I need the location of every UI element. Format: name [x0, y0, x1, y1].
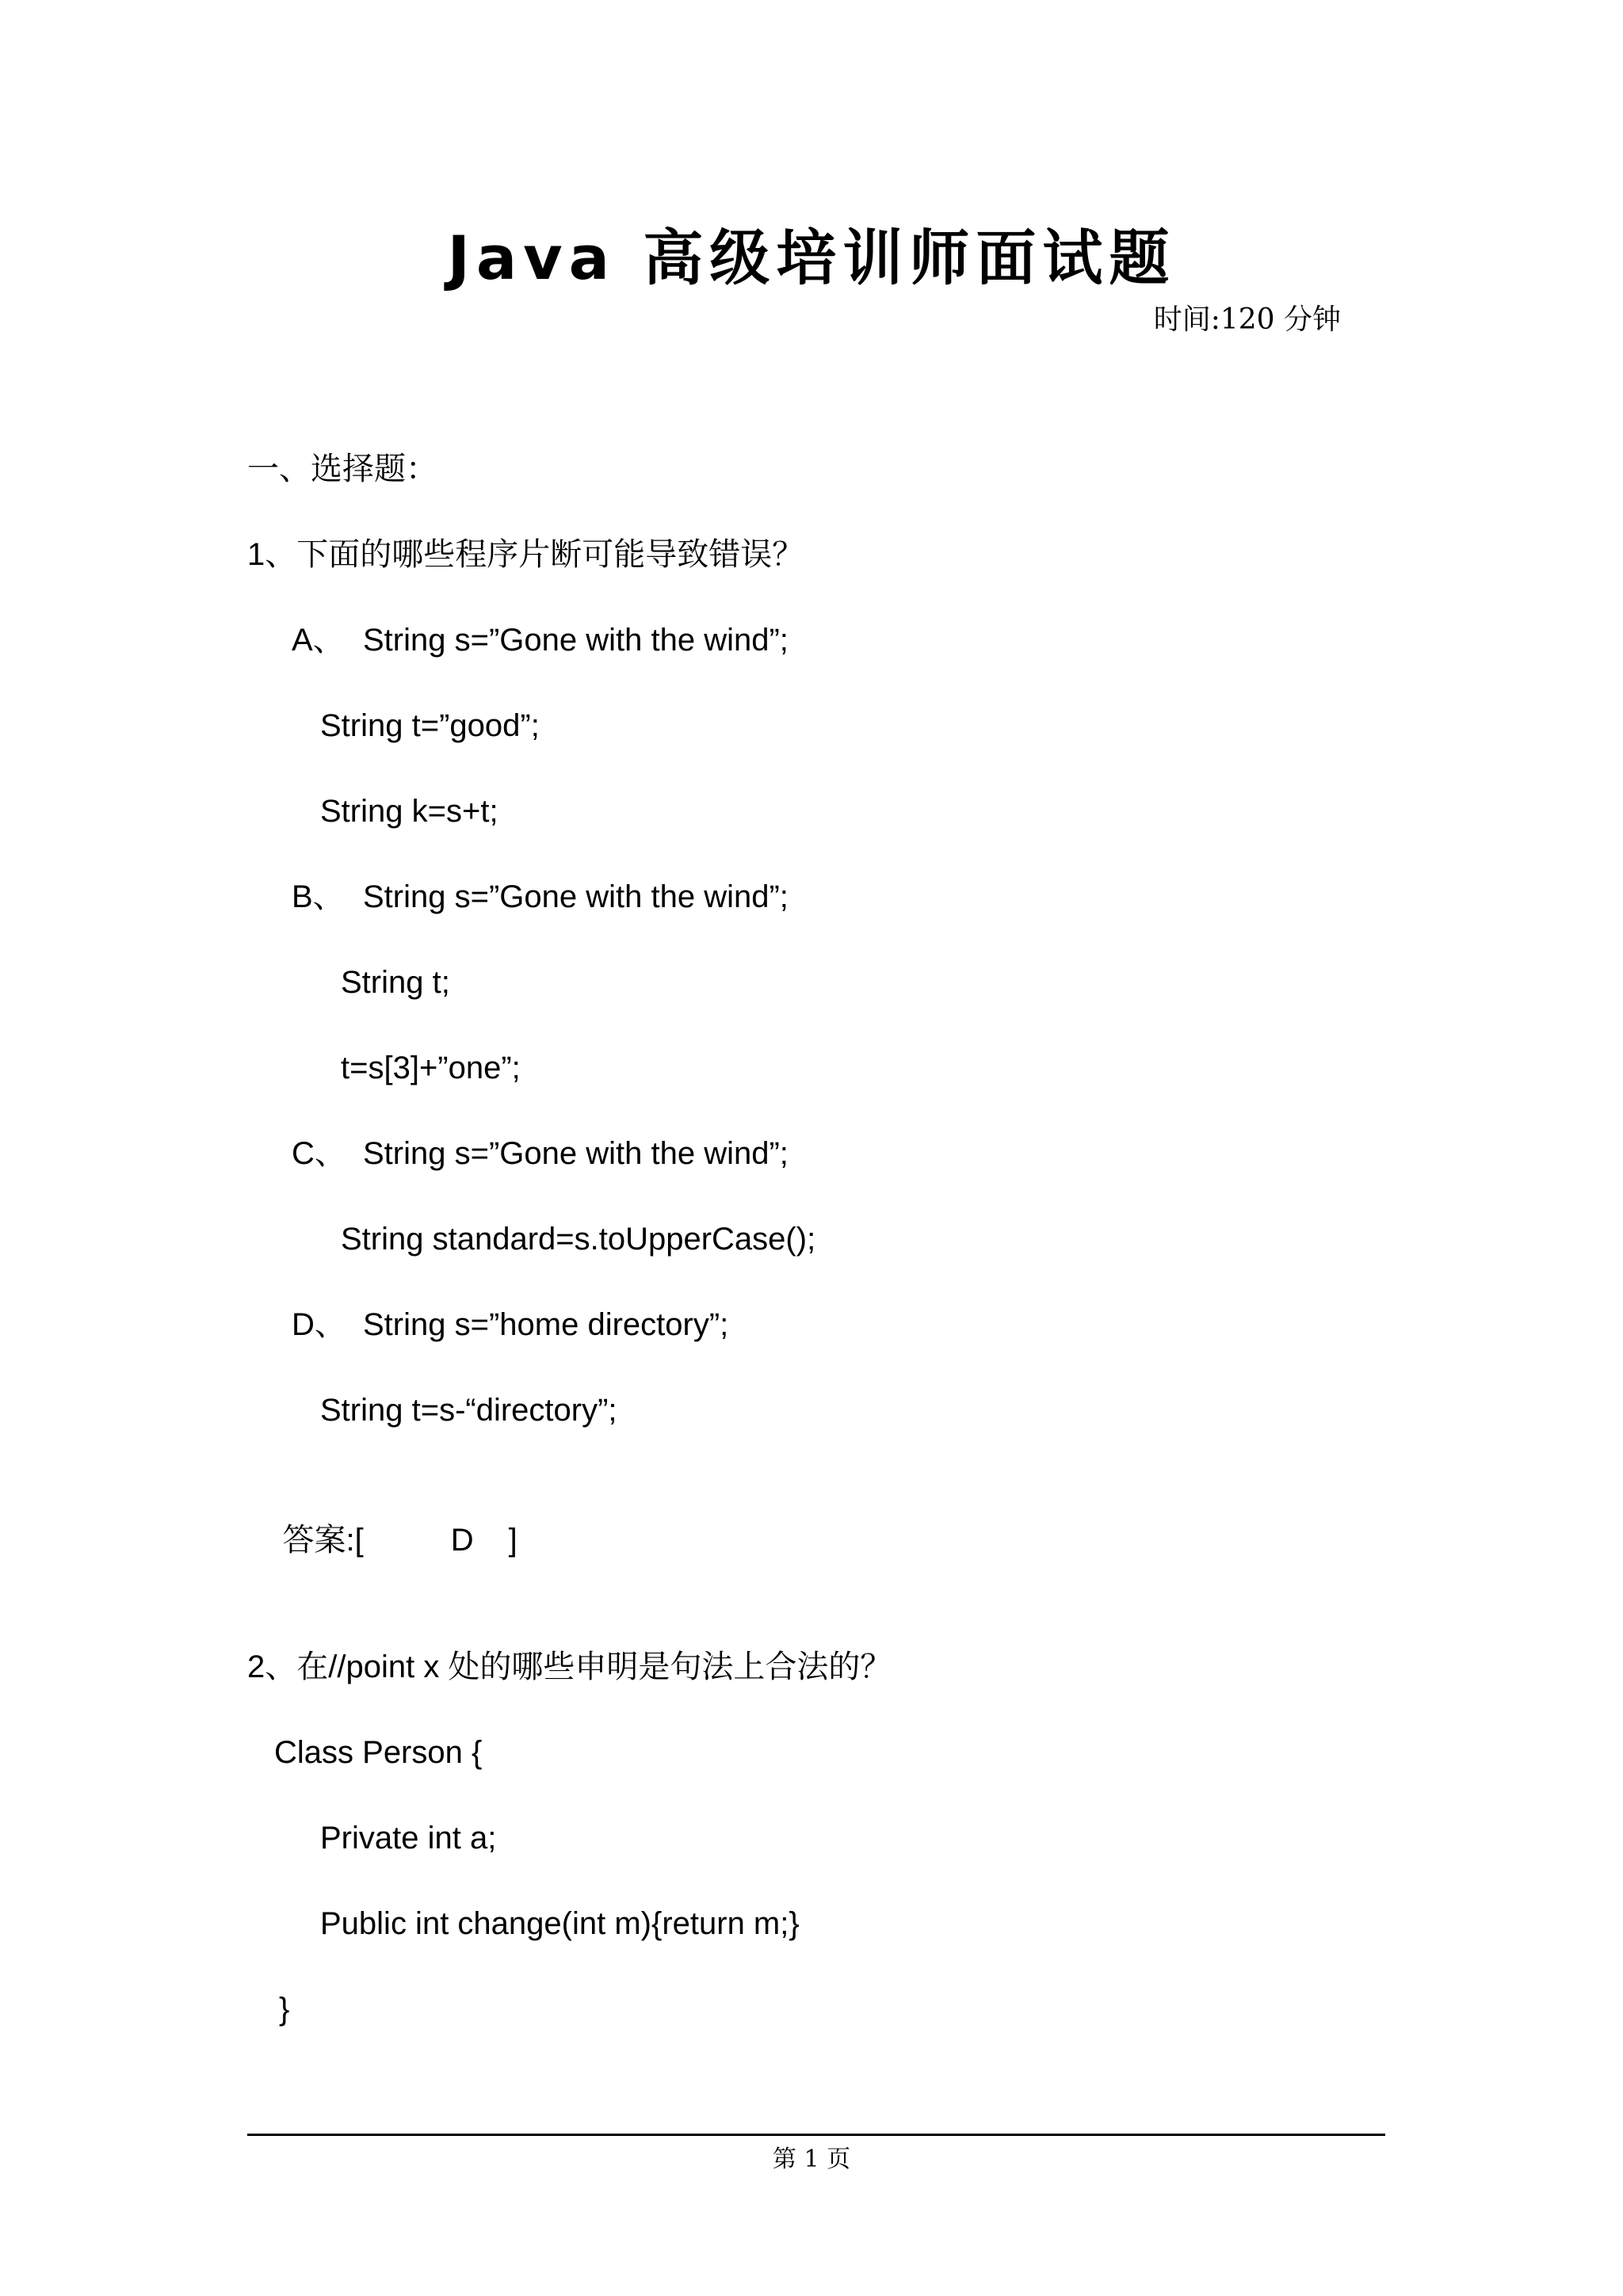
option-a-line-1: String s=”Gone with the wind”;: [363, 623, 789, 658]
question-2-text: 2、在//point x 处的哪些申明是句法上合法的？: [247, 1650, 892, 1684]
answer-line: [247, 1474, 517, 1607]
answer-prefix: 答案:[: [282, 1523, 364, 1558]
option-d-line-1: String s=”home directory”;: [363, 1307, 729, 1342]
section-title: 一、选择题：: [247, 452, 437, 486]
option-d-label: D、: [292, 1307, 346, 1342]
footer-divider: [247, 2134, 1385, 2136]
answer-value: D: [450, 1523, 474, 1558]
option-a-line-2: String t=”good”;: [320, 708, 540, 743]
page-number: 第 1 页: [772, 2145, 851, 2173]
option-b-label: B、: [292, 879, 345, 914]
option-a-label: A、: [292, 623, 345, 658]
question-1-text: 1、下面的哪些程序片断可能导致错误？: [247, 537, 804, 572]
option-c-label: C、: [292, 1136, 346, 1171]
option-c-line-1: String s=”Gone with the wind”;: [363, 1136, 789, 1171]
option-a-line-3: String k=s+t;: [320, 794, 498, 829]
option-b-line-1: String s=”Gone with the wind”;: [363, 879, 789, 914]
answer-suffix: ]: [508, 1523, 517, 1558]
option-b-line-2: String t;: [341, 965, 450, 1000]
code-line-4: }: [279, 1992, 290, 2027]
option-d-line-2: String t=s-“directory”;: [320, 1393, 617, 1428]
exam-duration: 时间:120 分钟: [1153, 303, 1341, 336]
document-title: Java 高级培训师面试题: [447, 223, 1176, 293]
code-line-1: Class Person {: [274, 1735, 483, 1770]
code-line-3: Public int change(int m){return m;}: [320, 1906, 800, 1941]
option-c-line-2: String standard=s.toUpperCase();: [341, 1222, 816, 1257]
option-b-line-3: t=s[3]+”one”;: [341, 1051, 521, 1085]
code-line-2: Private int a;: [320, 1821, 497, 1855]
